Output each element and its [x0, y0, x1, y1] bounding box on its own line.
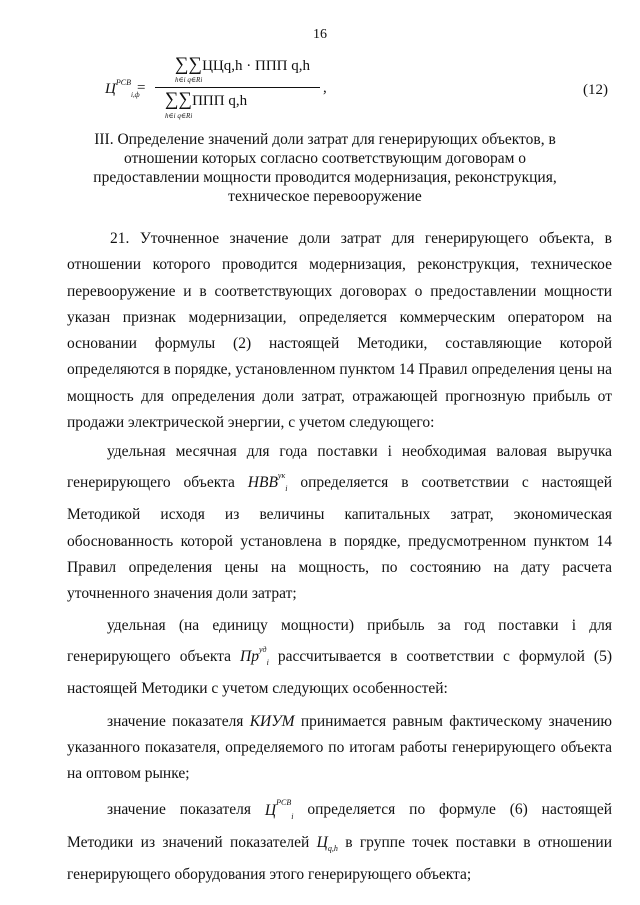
denominator-limits: h∈i q∈Ri: [165, 112, 193, 120]
equals-sign: =: [137, 80, 146, 96]
body-text: [67, 226, 612, 892]
formula-12: [105, 50, 608, 120]
kium-variable: КИУМ: [249, 712, 295, 730]
formula-lhs: $Ц^{РСВ}_{i,ф}$: [105, 78, 140, 99]
numerator-limits: h∈i q∈Ri: [175, 76, 203, 84]
formula-denominator: ∑∑ППП q,h: [165, 89, 248, 110]
fraction-line: [155, 87, 320, 88]
paragraph-c: значение показателя $Ц^{РСВ}_i$ определяется по формуле (6) настоящей Методики из значений показателей $Ц_{q,h}$ в группе точек поставки в отношении генерирующего оборудования этого генерирующего объекта;: [67, 798, 613, 884]
paragraph-nvv: удельная месячная для года поставки i необходимая валовая выручка генерирующего объекта $НВВ^{ук}_i$ определяется в соответствии с настоящей Методикой исходя из величины капитальных затрат, экономическая обоснованность которой установлена в порядке, предусмотренном пунктом 14 Правил определения цены на мощность, по состоянию на дату расчета уточненного значения доли затрат;: [67, 443, 612, 603]
c-variable: $Ц^{РСВ}_i$: [264, 798, 294, 821]
formula-number: (12): [583, 82, 608, 98]
nvv-variable: $НВВ^{ук}_i$: [247, 470, 288, 493]
paragraph-21: 21. Уточненное значение доли затрат для генерирующего объекта, в отношении которого проводится модернизация, реконструкция, техническое перевооружение и в соответствующих договорах о предоставлении мощности указан признак модернизации, определяется коммерческим оператором на основании формулы (2) настоящей Методики, составляющие которой определяются в порядке, установленном пунктом 14 Правил определения цены на мощность для определения доли затрат, отражающей прогнозную прибыль от продажи электрической энергии, с учетом следующего:: [67, 230, 612, 432]
formula-comma: ,: [323, 80, 327, 96]
paragraph-kium: значение показателя КИУМ принимается равным фактическому значению указанного показателя, определяемого по итогам работы генерирующего объекта на оптовом рынке;: [67, 712, 613, 783]
paragraph-pr: удельная (на единицу мощности) прибыль за год поставки i для генерирующего объекта $Пр^{уд}_i$ рассчитывается в соответствии с формулой (5) настоящей Методики с учетом следующих особенностей:: [67, 617, 613, 698]
page-number: 16: [313, 27, 327, 42]
pr-variable: $Пр^{уд}_i$: [240, 644, 269, 667]
c-qh-variable: $Ц_{q,h}$: [316, 833, 338, 854]
section-title: III. Определение значений доли затрат для генерирующих объектов, в отношении которых согласно соответствующим договорам о предоставлении мощности проводится модернизация, реконструкция, техническое перевооружение: [93, 131, 557, 205]
formula-numerator: ∑∑ЦЦq,h · ППП q,h: [175, 54, 311, 75]
